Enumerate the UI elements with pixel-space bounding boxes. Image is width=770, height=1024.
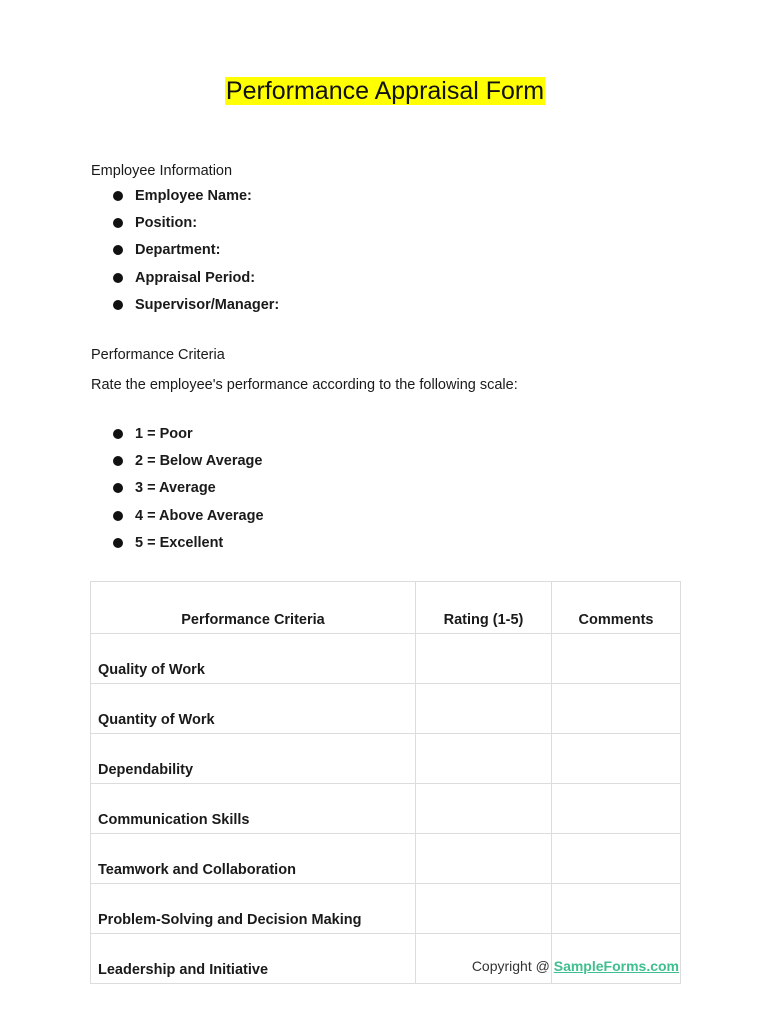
criteria-cell: Quality of Work bbox=[91, 634, 416, 684]
rating-cell[interactable] bbox=[416, 884, 552, 934]
comments-cell[interactable] bbox=[552, 684, 681, 734]
criteria-cell: Dependability bbox=[91, 734, 416, 784]
rating-cell[interactable] bbox=[416, 834, 552, 884]
scale-item: 2 = Below Average bbox=[135, 453, 263, 470]
bullet-icon bbox=[113, 538, 123, 548]
list-item bbox=[113, 292, 279, 319]
scale-item: 3 = Average bbox=[135, 480, 216, 497]
bullet-icon bbox=[113, 483, 123, 493]
field-label-supervisor: Supervisor/Manager: bbox=[135, 297, 280, 314]
scale-intro-text: Rate the employee's performance according to the following scale: bbox=[91, 377, 518, 393]
page-title-text: Performance Appraisal Form bbox=[225, 77, 545, 105]
comments-cell[interactable] bbox=[552, 834, 681, 884]
table-row bbox=[91, 784, 681, 834]
bullet-icon bbox=[113, 429, 123, 439]
bullet-icon bbox=[113, 218, 123, 228]
table-row bbox=[91, 734, 681, 784]
comments-cell[interactable] bbox=[552, 884, 681, 934]
comments-cell[interactable] bbox=[552, 634, 681, 684]
comments-cell[interactable] bbox=[552, 734, 681, 784]
copyright-footer bbox=[472, 958, 679, 974]
list-item bbox=[113, 420, 264, 447]
list-item bbox=[113, 502, 264, 529]
criteria-cell: Leadership and Initiative bbox=[91, 934, 416, 984]
column-header-criteria: Performance Criteria bbox=[91, 582, 416, 634]
bullet-icon bbox=[113, 511, 123, 521]
scale-item: 4 = Above Average bbox=[135, 507, 264, 524]
field-label-appraisal-period: Appraisal Period: bbox=[135, 269, 256, 286]
rating-cell[interactable] bbox=[416, 684, 552, 734]
employee-info-heading: Employee Information bbox=[91, 163, 233, 179]
table-row bbox=[91, 634, 681, 684]
bullet-icon bbox=[113, 273, 123, 283]
criteria-cell: Teamwork and Collaboration bbox=[91, 834, 416, 884]
list-item bbox=[113, 264, 279, 291]
list-item bbox=[113, 182, 279, 209]
list-item bbox=[113, 447, 264, 474]
bullet-icon bbox=[113, 245, 123, 255]
field-label-department: Department: bbox=[135, 242, 221, 259]
list-item bbox=[113, 209, 279, 236]
column-header-rating: Rating (1-5) bbox=[416, 582, 552, 634]
page-title bbox=[0, 70, 770, 107]
rating-cell[interactable] bbox=[416, 634, 552, 684]
copyright-prefix: Copyright @ bbox=[471, 958, 554, 974]
rating-cell[interactable] bbox=[416, 734, 552, 784]
table-row bbox=[91, 884, 681, 934]
column-header-comments: Comments bbox=[552, 582, 681, 634]
appraisal-table bbox=[90, 581, 681, 984]
criteria-cell: Problem-Solving and Decision Making bbox=[91, 884, 416, 934]
bullet-icon bbox=[113, 191, 123, 201]
list-item bbox=[113, 237, 279, 264]
list-item bbox=[113, 530, 264, 557]
field-label-position: Position: bbox=[135, 215, 198, 232]
table-header-row bbox=[91, 582, 681, 634]
rating-scale-list bbox=[113, 420, 264, 557]
employee-info-list bbox=[113, 182, 279, 319]
scale-item: 5 = Excellent bbox=[135, 535, 224, 552]
bullet-icon bbox=[113, 456, 123, 466]
field-label-employee-name: Employee Name: bbox=[135, 187, 252, 204]
table-row bbox=[91, 834, 681, 884]
bullet-icon bbox=[113, 300, 123, 310]
rating-cell[interactable] bbox=[416, 784, 552, 834]
list-item bbox=[113, 475, 264, 502]
criteria-cell: Quantity of Work bbox=[91, 684, 416, 734]
performance-criteria-heading: Performance Criteria bbox=[91, 347, 225, 363]
scale-item: 1 = Poor bbox=[135, 425, 193, 442]
criteria-cell: Communication Skills bbox=[91, 784, 416, 834]
table-row bbox=[91, 684, 681, 734]
comments-cell[interactable] bbox=[552, 784, 681, 834]
sampleforms-link[interactable]: SampleForms.com bbox=[553, 958, 679, 974]
